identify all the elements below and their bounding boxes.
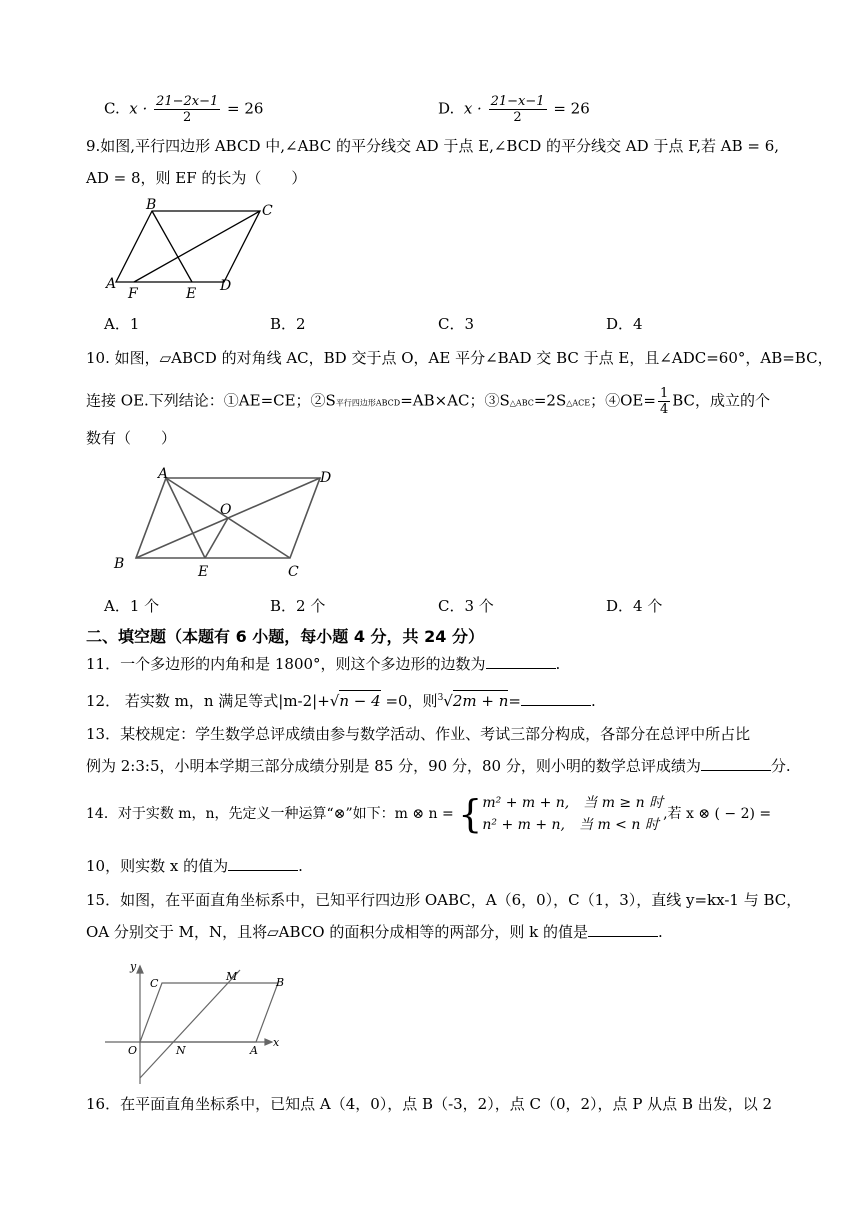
q10-label-d: D bbox=[320, 470, 332, 486]
section-fill-in-heading: 二、填空题（本题有 6 小题，每小题 4 分，共 24 分） bbox=[86, 627, 484, 646]
q8-option-c: C. x · $\frac{21-2x-1}{2}$ = 26 bbox=[104, 94, 264, 125]
q8-option-d: D. x · $\frac{21-x-1}{2}$ = 26 bbox=[438, 94, 590, 125]
q15-label-x: x bbox=[273, 1036, 280, 1049]
q10-option-c: C．3 个 bbox=[438, 597, 494, 615]
q12-answer-blank bbox=[521, 691, 591, 706]
q9-label-f: F bbox=[128, 286, 138, 302]
q15-label-y: y bbox=[130, 960, 137, 973]
q15-label-n: N bbox=[176, 1044, 186, 1057]
q10-label-a: A bbox=[158, 466, 169, 482]
q9-label-b: B bbox=[146, 198, 157, 213]
q14-line1: 14．对于实数 m，n，先定义一种运算“⊗”如下：m ⊗ n = { m² + m + n, 当 m ≥ n 时 n² + m + n, 当 m < n 时 ,若 x ⊗ ( − 2) = bbox=[86, 792, 772, 836]
q11-answer-blank bbox=[486, 654, 556, 669]
q9-label-d: D bbox=[220, 278, 232, 294]
q14-line2: 10，则实数 x 的值为 . bbox=[86, 857, 303, 875]
q13-answer-blank bbox=[701, 756, 771, 771]
q10-option-b: B．2 个 bbox=[270, 597, 326, 615]
q9-option-d: D．4 bbox=[606, 315, 643, 333]
q10-stem-line1: 10. 如图，▱ABCD 的对角线 AC，BD 交于点 O，AE 平分∠BAD 交 BC 于点 E，且∠ADC=60°，AB=BC， bbox=[86, 349, 833, 367]
q10-stem-line2: 连接 OE.下列结论：①AE=CE；②S平行四边形ABCD=AB×AC；③S△ABC=2S△ACE；④OE= $\frac{1}{4}$ BC，成立的个 bbox=[86, 386, 771, 417]
q9-parallelogram-figure bbox=[100, 198, 290, 302]
q9-label-a: A bbox=[106, 276, 117, 292]
q10-label-o: O bbox=[220, 502, 232, 518]
q15-line1: 15．如图，在平面直角坐标系中，已知平行四边形 OABC，A（6，0），C（1，3），直线 y=kx-1 与 BC， bbox=[86, 891, 802, 909]
q12: 12． 若实数 m，n 满足等式|m-2|+√n − 4 =0，则$^3$√2m + n= . bbox=[86, 692, 596, 710]
q10-label-c: C bbox=[288, 564, 299, 580]
q15-label-c: C bbox=[150, 977, 159, 990]
q15-label-o: O bbox=[128, 1044, 138, 1057]
q15-label-m: M bbox=[226, 970, 238, 983]
q9-option-c: C．3 bbox=[438, 315, 475, 333]
q9-label-e: E bbox=[186, 286, 197, 302]
q10-option-a: A．1 个 bbox=[104, 597, 160, 615]
q13-line1: 13．某校规定：学生数学总评成绩由参与数学活动、作业、考试三部分构成，各部分在总评中所占比 bbox=[86, 725, 751, 743]
q9-stem-line2: AD = 8，则 EF 的长为（ ） bbox=[86, 169, 307, 187]
q11: 11．一个多边形的内角和是 1800°，则这个多边形的边数为 . bbox=[86, 655, 561, 673]
q15-answer-blank bbox=[588, 922, 658, 937]
q10-stem-line3: 数有（ ） bbox=[86, 429, 177, 447]
q10-parallelogram-figure bbox=[108, 458, 348, 582]
q9-label-c: C bbox=[262, 203, 273, 219]
q14-answer-blank bbox=[228, 856, 298, 871]
q15-line2: OA 分别交于 M，N，且将▱ABCO 的面积分成相等的两部分，则 k 的值是 . bbox=[86, 923, 663, 941]
q9-option-b: B．2 bbox=[270, 315, 306, 333]
q15-label-b: B bbox=[276, 976, 285, 989]
q10-option-d: D．4 个 bbox=[606, 597, 663, 615]
q9-option-a: A．1 bbox=[104, 315, 140, 333]
q16-line1: 16．在平面直角坐标系中，已知点 A（4，0），点 B（-3，2），点 C（0，2），点 P 从点 B 出发，以 2 bbox=[86, 1095, 773, 1113]
q9-stem-line1: 9.如图,平行四边形 ABCD 中,∠ABC 的平分线交 AD 于点 E,∠BCD 的平分线交 AD 于点 F,若 AB = 6, bbox=[86, 137, 780, 155]
q10-label-e: E bbox=[198, 564, 209, 580]
q10-label-b: B bbox=[114, 556, 125, 572]
q15-coordinate-figure bbox=[100, 958, 290, 1086]
q13-line2: 例为 2:3:5，小明本学期三部分成绩分别是 85 分，90 分，80 分，则小明的数学总评成绩为 分. bbox=[86, 757, 791, 775]
q15-label-a: A bbox=[250, 1044, 258, 1057]
